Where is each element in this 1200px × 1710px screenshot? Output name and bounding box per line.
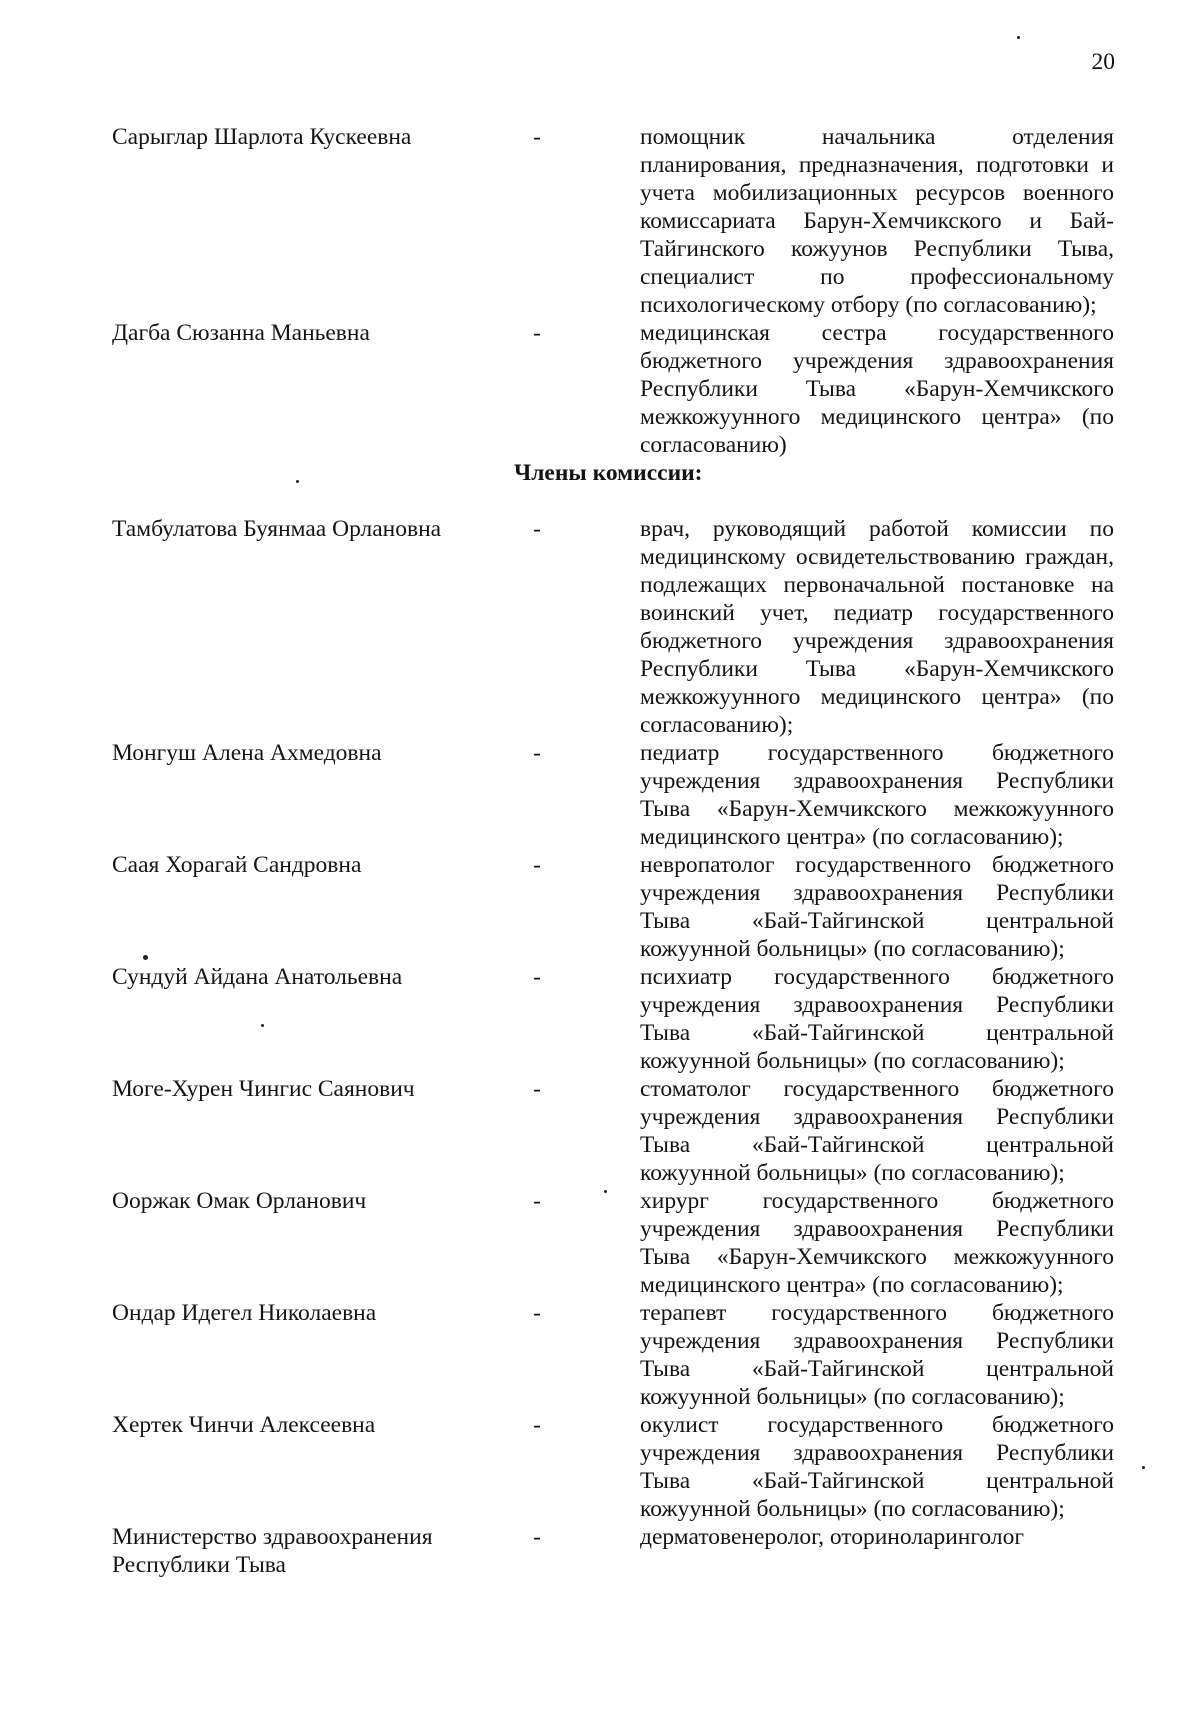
- entry-dash: -: [533, 1412, 541, 1438]
- entry-dash: -: [533, 740, 541, 766]
- entry-name: Монгуш Алена Ахмедовна: [112, 740, 382, 766]
- scan-speck: [143, 955, 148, 960]
- document-body: [0, 123, 1200, 1578]
- entry-name: Тамбулатова Буянмаа Орлановна: [112, 516, 442, 542]
- entry-dash: -: [533, 1188, 541, 1214]
- scan-speck: [1142, 1466, 1145, 1469]
- entry-dash: -: [533, 1076, 541, 1102]
- entry-description: невропатолог государственного бюджетного учреждения здравоохранения Республики Тыва «Бай-Тайгинской центральной кожуунной больницы» (по согласованию);: [640, 852, 1114, 962]
- entry-description: терапевт государственного бюджетного учреждения здравоохранения Республики Тыва «Бай-Тайгинской центральной кожуунной больницы» (по согласованию);: [640, 1300, 1114, 1410]
- entry-description: врач, руководящий работой комиссии по медицинскому освидетельствованию граждан, подлежащих первоначальной постановке на воинский учет, педиатр государственного бюджетного учреждения здравоохранения Республики Тыва «Барун-Хемчикского межкожуунного медицинского центра» (по согласованию);: [640, 516, 1114, 738]
- entry-name: Сундуй Айдана Анатольевна: [112, 964, 403, 990]
- entry-name: Саая Хорагай Сандровна: [112, 852, 362, 878]
- entry-name: Ондар Идегел Николаевна: [112, 1300, 377, 1326]
- scan-speck: [261, 1024, 264, 1027]
- entry-dagba: [0, 319, 1200, 459]
- entry-description: дерматовенеролог, оториноларинголог: [640, 1524, 1024, 1550]
- scan-speck: [1017, 36, 1020, 39]
- entry-sunduy: [0, 963, 1200, 1075]
- entry-description: окулист государственного бюджетного учреждения здравоохранения Республики Тыва «Бай-Тайгинской центральной кожуунной больницы» (по согласованию);: [640, 1412, 1114, 1522]
- entry-name: Сарыглар Шарлота Кускеевна: [112, 124, 412, 150]
- entry-ondar: [0, 1299, 1200, 1411]
- entry-dash: -: [533, 852, 541, 878]
- entry-oorzhak: [0, 1187, 1200, 1299]
- entry-dash: -: [533, 1300, 541, 1326]
- entry-description: медицинская сестра государственного бюджетного учреждения здравоохранения Республики Тыва «Барун-Хемчикского межкожуунного медицинского центра» (по согласованию): [640, 320, 1114, 458]
- entry-dash: -: [533, 516, 541, 542]
- page-number: 20: [1091, 49, 1115, 75]
- scan-speck: [604, 1190, 607, 1193]
- entry-description: стоматолог государственного бюджетного учреждения здравоохранения Республики Тыва «Бай-Тайгинской центральной кожуунной больницы» (по согласованию);: [640, 1076, 1114, 1186]
- entry-name: Ооржак Омак Орланович: [112, 1188, 367, 1214]
- entry-name: Министерство здравоохранения Республики Тыва: [112, 1524, 433, 1578]
- entry-name: Моге-Хурен Чингис Саянович: [112, 1076, 415, 1102]
- entry-sarygla: [0, 123, 1200, 319]
- entry-dash: -: [533, 1524, 541, 1550]
- entry-dash: -: [533, 964, 541, 990]
- entry-dash: -: [533, 320, 541, 346]
- entry-tambulatova: [0, 515, 1200, 739]
- entry-saaya: [0, 851, 1200, 963]
- entry-description: помощник начальника отделения планирования, предназначения, подготовки и учета мобилизационных ресурсов военного комиссариата Барун-Хемчикского и Бай-Тайгинского кожуунов Республики Тыва, специалист по профессиональному психологическому отбору (по согласованию);: [640, 124, 1114, 318]
- entry-hertek: [0, 1411, 1200, 1523]
- entry-name: Хертек Чинчи Алексеевна: [112, 1412, 376, 1438]
- entry-moge-huren: [0, 1075, 1200, 1187]
- scan-speck: [296, 480, 299, 483]
- entry-dash: -: [533, 124, 541, 150]
- entry-description: психиатр государственного бюджетного учреждения здравоохранения Республики Тыва «Бай-Тайгинской центральной кожуунной больницы» (по согласованию);: [640, 964, 1114, 1074]
- entry-ministry: [0, 1523, 1200, 1578]
- section-heading-commission-members: Члены комиссии:: [514, 460, 703, 486]
- entry-description: хирург государственного бюджетного учреждения здравоохранения Республики Тыва «Барун-Хемчикского межкожуунного медицинского центра» (по согласованию);: [640, 1188, 1114, 1298]
- entry-description: педиатр государственного бюджетного учреждения здравоохранения Республики Тыва «Барун-Хемчикского межкожуунного медицинского центра» (по согласованию);: [640, 740, 1114, 850]
- entry-mongush: [0, 739, 1200, 851]
- entry-name: Дагба Сюзанна Маньевна: [112, 320, 370, 346]
